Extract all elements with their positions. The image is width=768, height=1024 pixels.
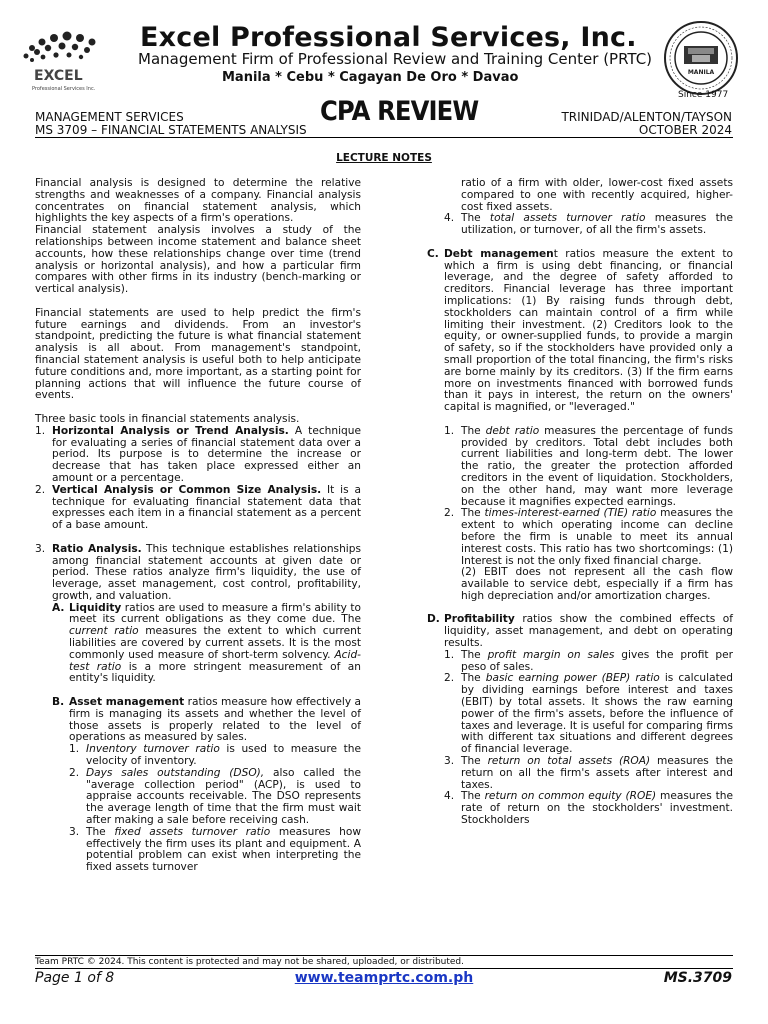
list-item: 1. The debt ratio measures the percentage of funds provided by creditors. Total debt includes both current liabilities and long-term debt. The lower the ratio, the greater the protection afforded creditors in the event of liquidation. Stockholders, on the other hand, may want more leverage because it magnifies expected earnings. — [444, 424, 734, 508]
paragraph: Financial analysis is designed to determine the relative strengths and weaknesses of a company. Financial analysis concentrates on financial statement analysis, which highlights the key aspects of a firm's operations. — [35, 177, 361, 225]
sub-list — [52, 744, 361, 874]
page-number: Page 1 of 8 — [35, 970, 115, 986]
paragraph: Financial statements are used to help predict the firm's future earnings and dividends. From an investor's standpoint, predicting the future is what financial statement analysis is all about. From management's standpoint, financial statement analysis is useful both to help anticipate future conditions and, more important, as a starting point for planning actions that will influence the future course of events. — [35, 306, 361, 402]
course-info — [35, 111, 307, 137]
sub-list — [427, 426, 733, 603]
tools-intro: Three basic tools in financial statements analysis. — [35, 412, 300, 425]
course-code: MS 3709 – FINANCIAL STATEMENTS ANALYSIS — [35, 123, 307, 137]
list-item: 1. Inventory turnover ratio is used to measure the velocity of inventory. — [69, 743, 361, 768]
department: MANAGEMENT SERVICES — [35, 110, 184, 124]
date: OCTOBER 2024 — [638, 123, 732, 137]
list-item: A. Liquidity ratios are used to measure a firm's ability to meet its current obligations as they come due. The current ratio measures the extent to which current liabilities are covered by current assets. It is the most commonly used measure of short-term solvency. Acid-test ratio is a more stringent measurement of an entity's liquidity. — [52, 601, 362, 685]
sub-list — [427, 213, 733, 237]
copyright-notice: Team PRTC © 2024. This content is protected and may not be shared, uploaded, or distributed. — [35, 957, 465, 967]
excel-logo — [12, 18, 122, 98]
firm-subtitle: Management Firm of Professional Review and Training Center (PRTC) — [138, 50, 653, 68]
since-label: Since 1977 — [678, 90, 729, 100]
header-divider — [35, 137, 733, 138]
firm-name: Excel Professional Services, Inc. — [140, 22, 637, 53]
document-code: MS.3709 — [663, 970, 732, 986]
branches: Manila * Cebu * Cagayan De Oro * Davao — [222, 70, 519, 85]
logo-text: EXCEL — [34, 68, 83, 84]
cpa-review-title: CPA REVIEW — [320, 96, 479, 127]
list-item: 3. The return on total assets (ROA) measures the return on all the firm's assets after interest and taxes. — [444, 755, 733, 791]
list-item: C. Debt management ratios measure the extent to which a firm is using debt financing, or financial leverage, and the degree of safety afforded to creditors. Financial leverage has three important implications: (1) By raising funds through debt, stockholders can maintain control of a firm while limiting their investment. (2) Creditors look to the equity, or owner-supplied funds, to provide a margin of safety, so if the stockholders have provided only a small proportion of the total financing, the firm's risks are borne mainly by its creditors. (3) If the firm earns more on investments financed with borrowed funds than it pays in interest, the return on the owners' capital is magnified, or "leveraged." — [427, 247, 733, 414]
list-item: 4. The return on common equity (ROE) measures the rate of return on the stockholders' investment. Stockholders — [444, 790, 733, 827]
footer-divider — [35, 968, 733, 969]
list-item: 3. Ratio Analysis. This technique establishes relationships among financial statement accounts at given date or period. These ratios analyze firm's liquidity, the use of leverage, asset management, cost control, profitability, growth, and valuation. — [35, 542, 361, 602]
list-item: 2. The times-interest-earned (TIE) ratio measures the extent to which operating income can decline before the firm is unable to meet its annual interest costs. This ratio has two shortcomings: (1) Interest is not the only fixed financial charge. (2) EBIT does not represent all the cash flow available to service debt, especially if a firm has high depreciation and/or amortization charges. — [444, 507, 733, 602]
sub-list — [35, 603, 361, 874]
paragraph: Financial statement analysis involves a study of the relationships between income statement and balance sheet accounts, how these relationships change over time (trend analysis or horizontal analysis), and how a particular firm compares with other firms in its industry (bench-marking or vertical analysis). — [35, 224, 361, 296]
sub-list — [427, 650, 733, 827]
list-item: 2. Vertical Analysis or Common Size Analysis. It is a technique for evaluating financial statement data that expresses each item in a financial statement as a percent of a base amount. — [35, 483, 361, 532]
author-info — [561, 111, 732, 137]
list-item: 2. The basic earning power (BEP) ratio is calculated by dividing earnings before interest and taxes (EBIT) by total assets. It shows the raw earning power of the firm's assets, before the influence of taxes and leverage. It is useful for comparing firms with different tax situations and different degrees of financial leverage. — [444, 672, 733, 756]
authors: TRINIDAD/ALENTON/TAYSON — [561, 110, 732, 124]
list-item: 1. The profit margin on sales gives the profit per peso of sales. — [444, 648, 733, 673]
website-link[interactable]: www.teamprtc.com.ph — [294, 970, 474, 986]
list-item: 3. The fixed assets turnover ratio measures how effectively the firm uses its plant and equipment. A potential problem can exist when interpreting the fixed assets turnover — [69, 825, 361, 874]
left-column — [35, 178, 361, 874]
seal-label: MANILA — [687, 69, 715, 76]
list-item: B. Asset management ratios measure how effectively a firm is managing its assets and whether the level of those assets is properly related to the level of operations as measured by sales. — [52, 696, 361, 744]
list-item: 4. The total assets turnover ratio measures the utilization, or turnover, of all the firm's assets. — [444, 212, 733, 237]
right-column — [427, 178, 733, 827]
list-item: 2. Days sales outstanding (DSO), also called the "average collection period" (ACP), is used to appraise accounts receivable. The DSO represents the average length of time that the firm must wait after making a sale before receiving cash. — [69, 766, 361, 827]
footer-divider — [35, 955, 733, 956]
continued-item: ratio of a firm with older, lower-cost fixed assets compared to one with recently acquired, higher-cost fixed assets. — [461, 177, 733, 213]
lecture-title: LECTURE NOTES — [336, 152, 432, 164]
list-item: D. Profitability ratios show the combined effects of liquidity, asset management, and debt on operating results. — [427, 613, 734, 650]
list-item: 1. Horizontal Analysis or Trend Analysis. A technique for evaluating a series of financial statement data over a period. Its purpose is to determine the increase or decrease that has taken place expressed either an amount or a percentage. — [35, 424, 361, 484]
svg-text:Professional Services Inc.: Professional Services Inc. — [32, 86, 96, 92]
